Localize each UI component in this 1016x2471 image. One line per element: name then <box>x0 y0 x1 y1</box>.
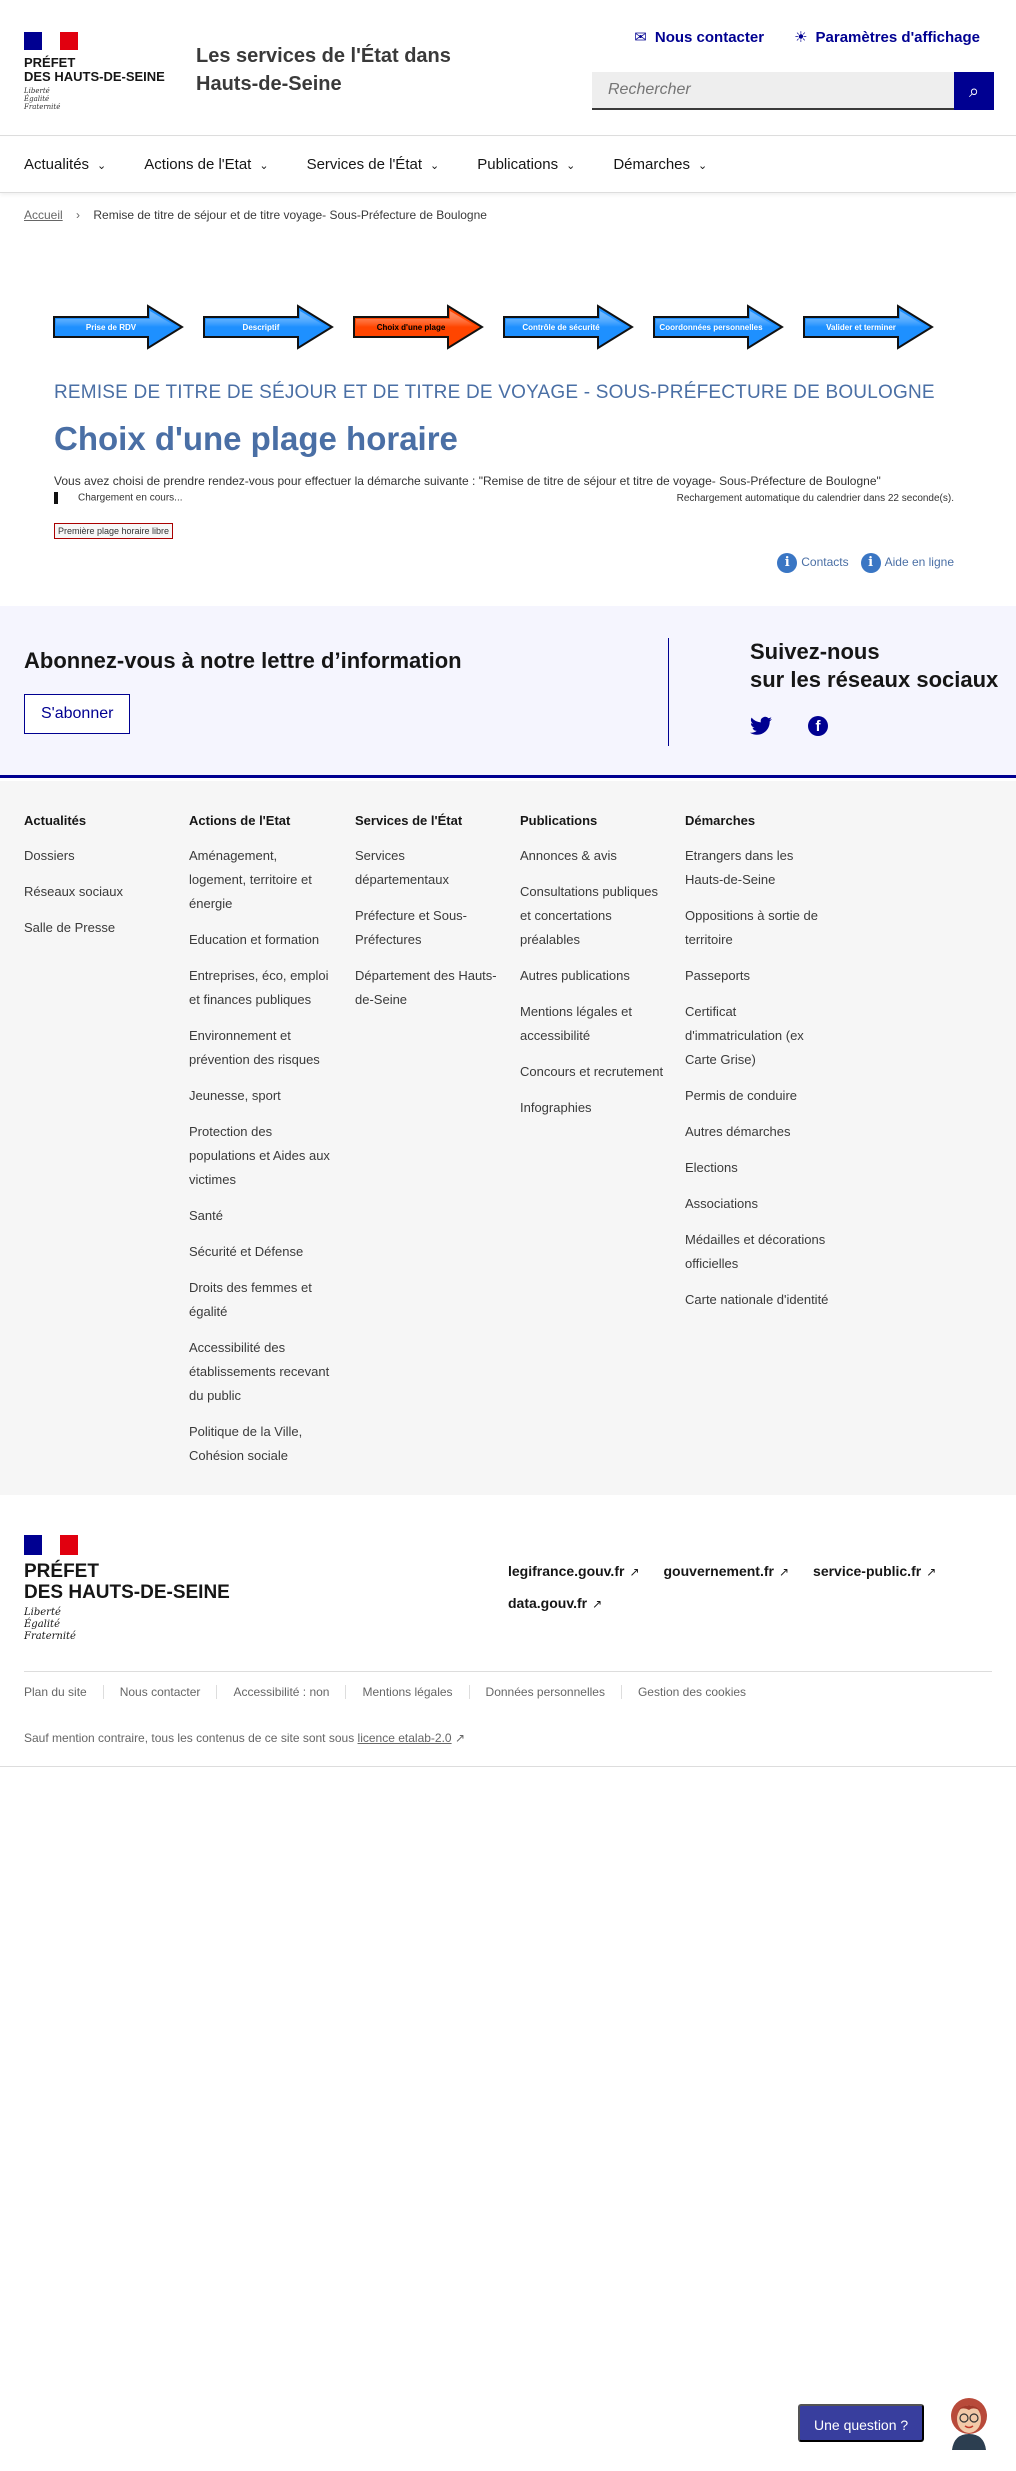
procedure-title: REMISE DE TITRE DE SÉJOUR ET DE TITRE DE VOYAGE - SOUS-PRÉFECTURE DE BOULOGNE <box>54 382 935 403</box>
breadcrumb <box>24 208 487 222</box>
search-button[interactable] <box>954 72 994 110</box>
external-link-icon: ↗ <box>629 1565 640 1579</box>
nav-label: Services de l'État <box>306 156 422 173</box>
reload-countdown: Rechargement automatique du calendrier dans 22 seconde(s). <box>676 493 954 504</box>
footer-link[interactable]: Salle de Presse <box>24 920 116 935</box>
license-link[interactable]: licence etalab-2.0 <box>357 1731 452 1745</box>
search-icon: ⌕ <box>968 80 980 101</box>
motto-liberte: Liberté <box>24 1607 61 1618</box>
logo-name-line1: PRÉFET <box>24 55 76 70</box>
footer-column-title[interactable]: Services de l'État <box>355 813 463 828</box>
legal-link[interactable]: Données personnelles <box>469 1685 621 1699</box>
online-help-label: Aide en ligne <box>884 555 954 570</box>
external-link-icon: ↗ <box>454 1731 465 1745</box>
license-note <box>24 1731 465 1745</box>
legal-link[interactable]: Nous contacter <box>103 1685 217 1699</box>
contact-label: Nous contacter <box>654 29 765 46</box>
newsletter-band <box>0 606 1016 778</box>
external-link-icon: ↗ <box>778 1565 790 1579</box>
external-link-icon: ↗ <box>926 1565 937 1579</box>
legal-link[interactable]: Plan du site <box>24 1685 87 1699</box>
chevron-down-icon: ⌄ <box>698 160 708 172</box>
loading-bar <box>54 492 58 504</box>
footer-link-list <box>189 844 333 1468</box>
contacts-link[interactable] <box>777 553 848 573</box>
footer-logo-line2: DES HAUTS-DE-SEINE <box>24 1582 230 1603</box>
first-slot-button[interactable]: Première plage horaire libre <box>54 523 173 539</box>
footer-column <box>355 813 499 1024</box>
footer-link[interactable]: Mentions légales et accessibilité <box>520 1004 633 1043</box>
license-prefix: Sauf mention contraire, tous les contenus de ce site sont sous <box>24 1731 358 1745</box>
footer-link[interactable]: Autres publications <box>520 968 630 983</box>
footer-link[interactable]: Services départementaux <box>355 848 449 887</box>
twitter-icon[interactable] <box>750 716 772 736</box>
legal-link[interactable]: Accessibilité : non <box>216 1685 345 1699</box>
legal-link[interactable]: Gestion des cookies <box>621 1685 762 1699</box>
footer-column-title[interactable]: Actions de l'Etat <box>189 813 291 828</box>
social-title-line1: Suivez-nous <box>750 639 880 664</box>
footer-link[interactable]: Concours et recrutement <box>520 1064 664 1079</box>
footer-link[interactable]: Aménagement, logement, territoire et énergie <box>189 848 312 911</box>
sun-icon: ☀ <box>794 29 808 46</box>
nav-item-demarches[interactable] <box>613 137 707 194</box>
mail-icon: ✉ <box>634 29 647 46</box>
external-link-label: service-public.fr <box>813 1563 922 1579</box>
online-help-link[interactable] <box>861 553 954 573</box>
external-link-label: legifrance.gouv.fr <box>508 1563 625 1579</box>
motto-egalite: Égalité <box>24 95 50 103</box>
footer-link[interactable]: Passeports <box>685 968 751 983</box>
footer-link[interactable]: Annonces & avis <box>520 848 617 863</box>
footer-link[interactable]: Politique de la Ville, Cohésion sociale <box>189 1424 303 1463</box>
search-input[interactable] <box>592 72 954 110</box>
footer-link[interactable]: Certificat d'immatriculation (ex Carte Grise) <box>685 1004 804 1067</box>
footer-link[interactable]: Oppositions à sortie de territoire <box>685 908 818 947</box>
step-2 <box>202 304 334 350</box>
nav-item-actions[interactable] <box>144 137 268 194</box>
help-links <box>777 553 954 573</box>
chevron-down-icon: ⌄ <box>259 160 269 172</box>
step-5 <box>652 304 784 350</box>
external-links <box>508 1563 998 1611</box>
site-footer <box>0 1495 1016 1767</box>
divider <box>24 1671 992 1672</box>
step-label: Coordonnées personnelles <box>659 322 763 332</box>
newsletter-title: Abonnez-vous à notre lettre d’information <box>24 648 462 673</box>
main-nav <box>0 137 1016 193</box>
chatbot-avatar-icon[interactable] <box>944 2394 994 2450</box>
footer-column <box>685 813 829 1324</box>
info-icon: i <box>861 553 881 573</box>
nav-item-services[interactable] <box>307 137 440 194</box>
chevron-right-icon: › <box>76 208 81 222</box>
footer-logo-line1: PRÉFET <box>24 1561 99 1582</box>
footer-link[interactable]: Etrangers dans les Hauts-de-Seine <box>685 848 794 887</box>
footer-column <box>24 813 168 952</box>
loading-label: Chargement en cours... <box>78 492 183 504</box>
step-label: Valider et terminer <box>826 322 896 332</box>
site-title[interactable]: Les services de l'État dans Hauts-de-Seine <box>196 45 451 95</box>
motto-fraternite: Fraternité <box>24 1631 76 1642</box>
breadcrumb-current: Remise de titre de séjour et de titre voyage- Sous-Préfecture de Boulogne <box>93 208 487 222</box>
nav-label: Publications <box>477 156 559 173</box>
footer-link-list <box>355 844 499 1012</box>
footer-link[interactable]: Protection des populations et Aides aux victimes <box>189 1124 330 1187</box>
footer-link[interactable]: Jeunesse, sport <box>189 1088 281 1103</box>
footer-link[interactable]: Département des Hauts-de-Seine <box>355 968 497 1007</box>
step-label: Choix d'une plage <box>376 322 446 332</box>
step-4 <box>502 304 634 350</box>
header-tools <box>634 28 980 46</box>
external-link-label: gouvernement.fr <box>663 1563 774 1579</box>
footer-link-list <box>24 844 168 940</box>
chat-button[interactable]: Une question ? <box>798 2404 924 2442</box>
footer-link[interactable]: Elections <box>685 1160 738 1175</box>
step-label: Descriptif <box>242 322 280 332</box>
legal-links <box>24 1685 762 1699</box>
step-1 <box>52 304 184 350</box>
footer-link-list <box>685 844 829 1312</box>
social-title <box>750 638 998 694</box>
footer-link[interactable]: Réseaux sociaux <box>24 884 123 899</box>
social-title-line2: sur les réseaux sociaux <box>750 667 999 692</box>
footer-link[interactable]: Environnement et prévention des risques <box>189 1028 320 1067</box>
footer-link[interactable]: Droits des femmes et égalité <box>189 1280 312 1319</box>
footer-link[interactable]: Dossiers <box>24 848 75 863</box>
footer-link[interactable]: Autres démarches <box>685 1124 791 1139</box>
footer-link[interactable]: Consultations publiques et concertations préalables <box>520 884 659 947</box>
footer-link[interactable]: Accessibilité des établissements recevant du public <box>189 1340 330 1403</box>
contacts-label: Contacts <box>801 555 849 570</box>
footer-logo-motto <box>24 1607 230 1643</box>
motto-liberte: Liberté <box>24 87 50 95</box>
legal-link[interactable]: Mentions légales <box>345 1685 468 1699</box>
footer-link-list <box>520 844 664 1120</box>
footer-link[interactable]: Education et formation <box>189 932 320 947</box>
info-icon: i <box>777 553 797 573</box>
logo-name <box>24 56 165 84</box>
footer-column-title[interactable]: Actualités <box>24 813 87 828</box>
display-settings-label: Paramètres d'affichage <box>815 29 980 46</box>
booking-steps <box>52 304 932 350</box>
procedure-info: Vous avez choisi de prendre rendez-vous pour effectuer la démarche suivante : "Remise de titre de séjour et titre de voyage- Sous-Préfecture de Boulogne" <box>54 474 881 488</box>
footer-link[interactable]: Carte nationale d'identité <box>685 1292 829 1307</box>
footer-link[interactable]: Infographies <box>520 1100 592 1115</box>
footer-column-title[interactable]: Démarches <box>685 813 756 828</box>
logo-motto <box>24 87 165 111</box>
footer-logo-name <box>24 1561 230 1603</box>
logo-name-line2: DES HAUTS-DE-SEINE <box>24 69 165 84</box>
footer-link[interactable]: Sécurité et Défense <box>189 1244 304 1259</box>
nav-item-actualites[interactable] <box>24 137 106 194</box>
external-link[interactable] <box>508 1563 640 1579</box>
step-3 <box>352 304 484 350</box>
footer-links <box>0 781 1016 1495</box>
republique-flag-icon <box>24 1535 78 1555</box>
footer-column <box>189 813 333 1480</box>
footer-link[interactable]: Préfecture et Sous-Préfectures <box>355 908 467 947</box>
prefet-logo[interactable] <box>24 32 165 111</box>
nav-item-publications[interactable] <box>477 137 575 194</box>
footer-link[interactable]: Associations <box>685 1196 758 1211</box>
footer-column-title[interactable]: Publications <box>520 813 598 828</box>
nav-label: Démarches <box>613 156 691 173</box>
motto-fraternite: Fraternité <box>24 103 61 111</box>
external-link-icon: ↗ <box>592 1597 603 1611</box>
motto-egalite: Égalité <box>24 1619 60 1630</box>
footer-link[interactable]: Entreprises, éco, emploi et finances publiques <box>189 968 329 1007</box>
contact-link[interactable] <box>634 28 764 46</box>
step-6 <box>802 304 934 350</box>
footer-link[interactable]: Permis de conduire <box>685 1088 797 1103</box>
external-link[interactable] <box>664 1563 790 1579</box>
search-bar <box>592 72 994 110</box>
footer-logo[interactable] <box>24 1535 230 1643</box>
external-link[interactable] <box>813 1563 936 1579</box>
subscribe-button[interactable]: S'abonner <box>24 694 130 734</box>
nav-label: Actualités <box>24 156 90 173</box>
loading-status <box>54 492 183 504</box>
footer-link[interactable]: Santé <box>189 1208 223 1223</box>
republique-flag-icon <box>24 32 78 50</box>
external-link[interactable] <box>508 1595 602 1611</box>
chevron-down-icon: ⌄ <box>566 160 576 172</box>
chevron-down-icon: ⌄ <box>97 160 107 172</box>
social-links <box>750 716 828 736</box>
step-label: Contrôle de sécurité <box>522 322 600 332</box>
footer-column <box>520 813 664 1132</box>
footer-link[interactable]: Médailles et décorations officielles <box>685 1232 826 1271</box>
site-header <box>0 0 1016 136</box>
facebook-icon[interactable]: f <box>808 716 828 736</box>
display-settings-link[interactable] <box>794 28 980 46</box>
divider <box>668 638 669 746</box>
page-title: Choix d'une plage horaire <box>54 420 458 457</box>
breadcrumb-home[interactable]: Accueil <box>24 208 63 222</box>
chevron-down-icon: ⌄ <box>430 160 440 172</box>
step-label: Prise de RDV <box>85 322 137 332</box>
nav-label: Actions de l'Etat <box>144 156 252 173</box>
external-link-label: data.gouv.fr <box>508 1595 588 1611</box>
